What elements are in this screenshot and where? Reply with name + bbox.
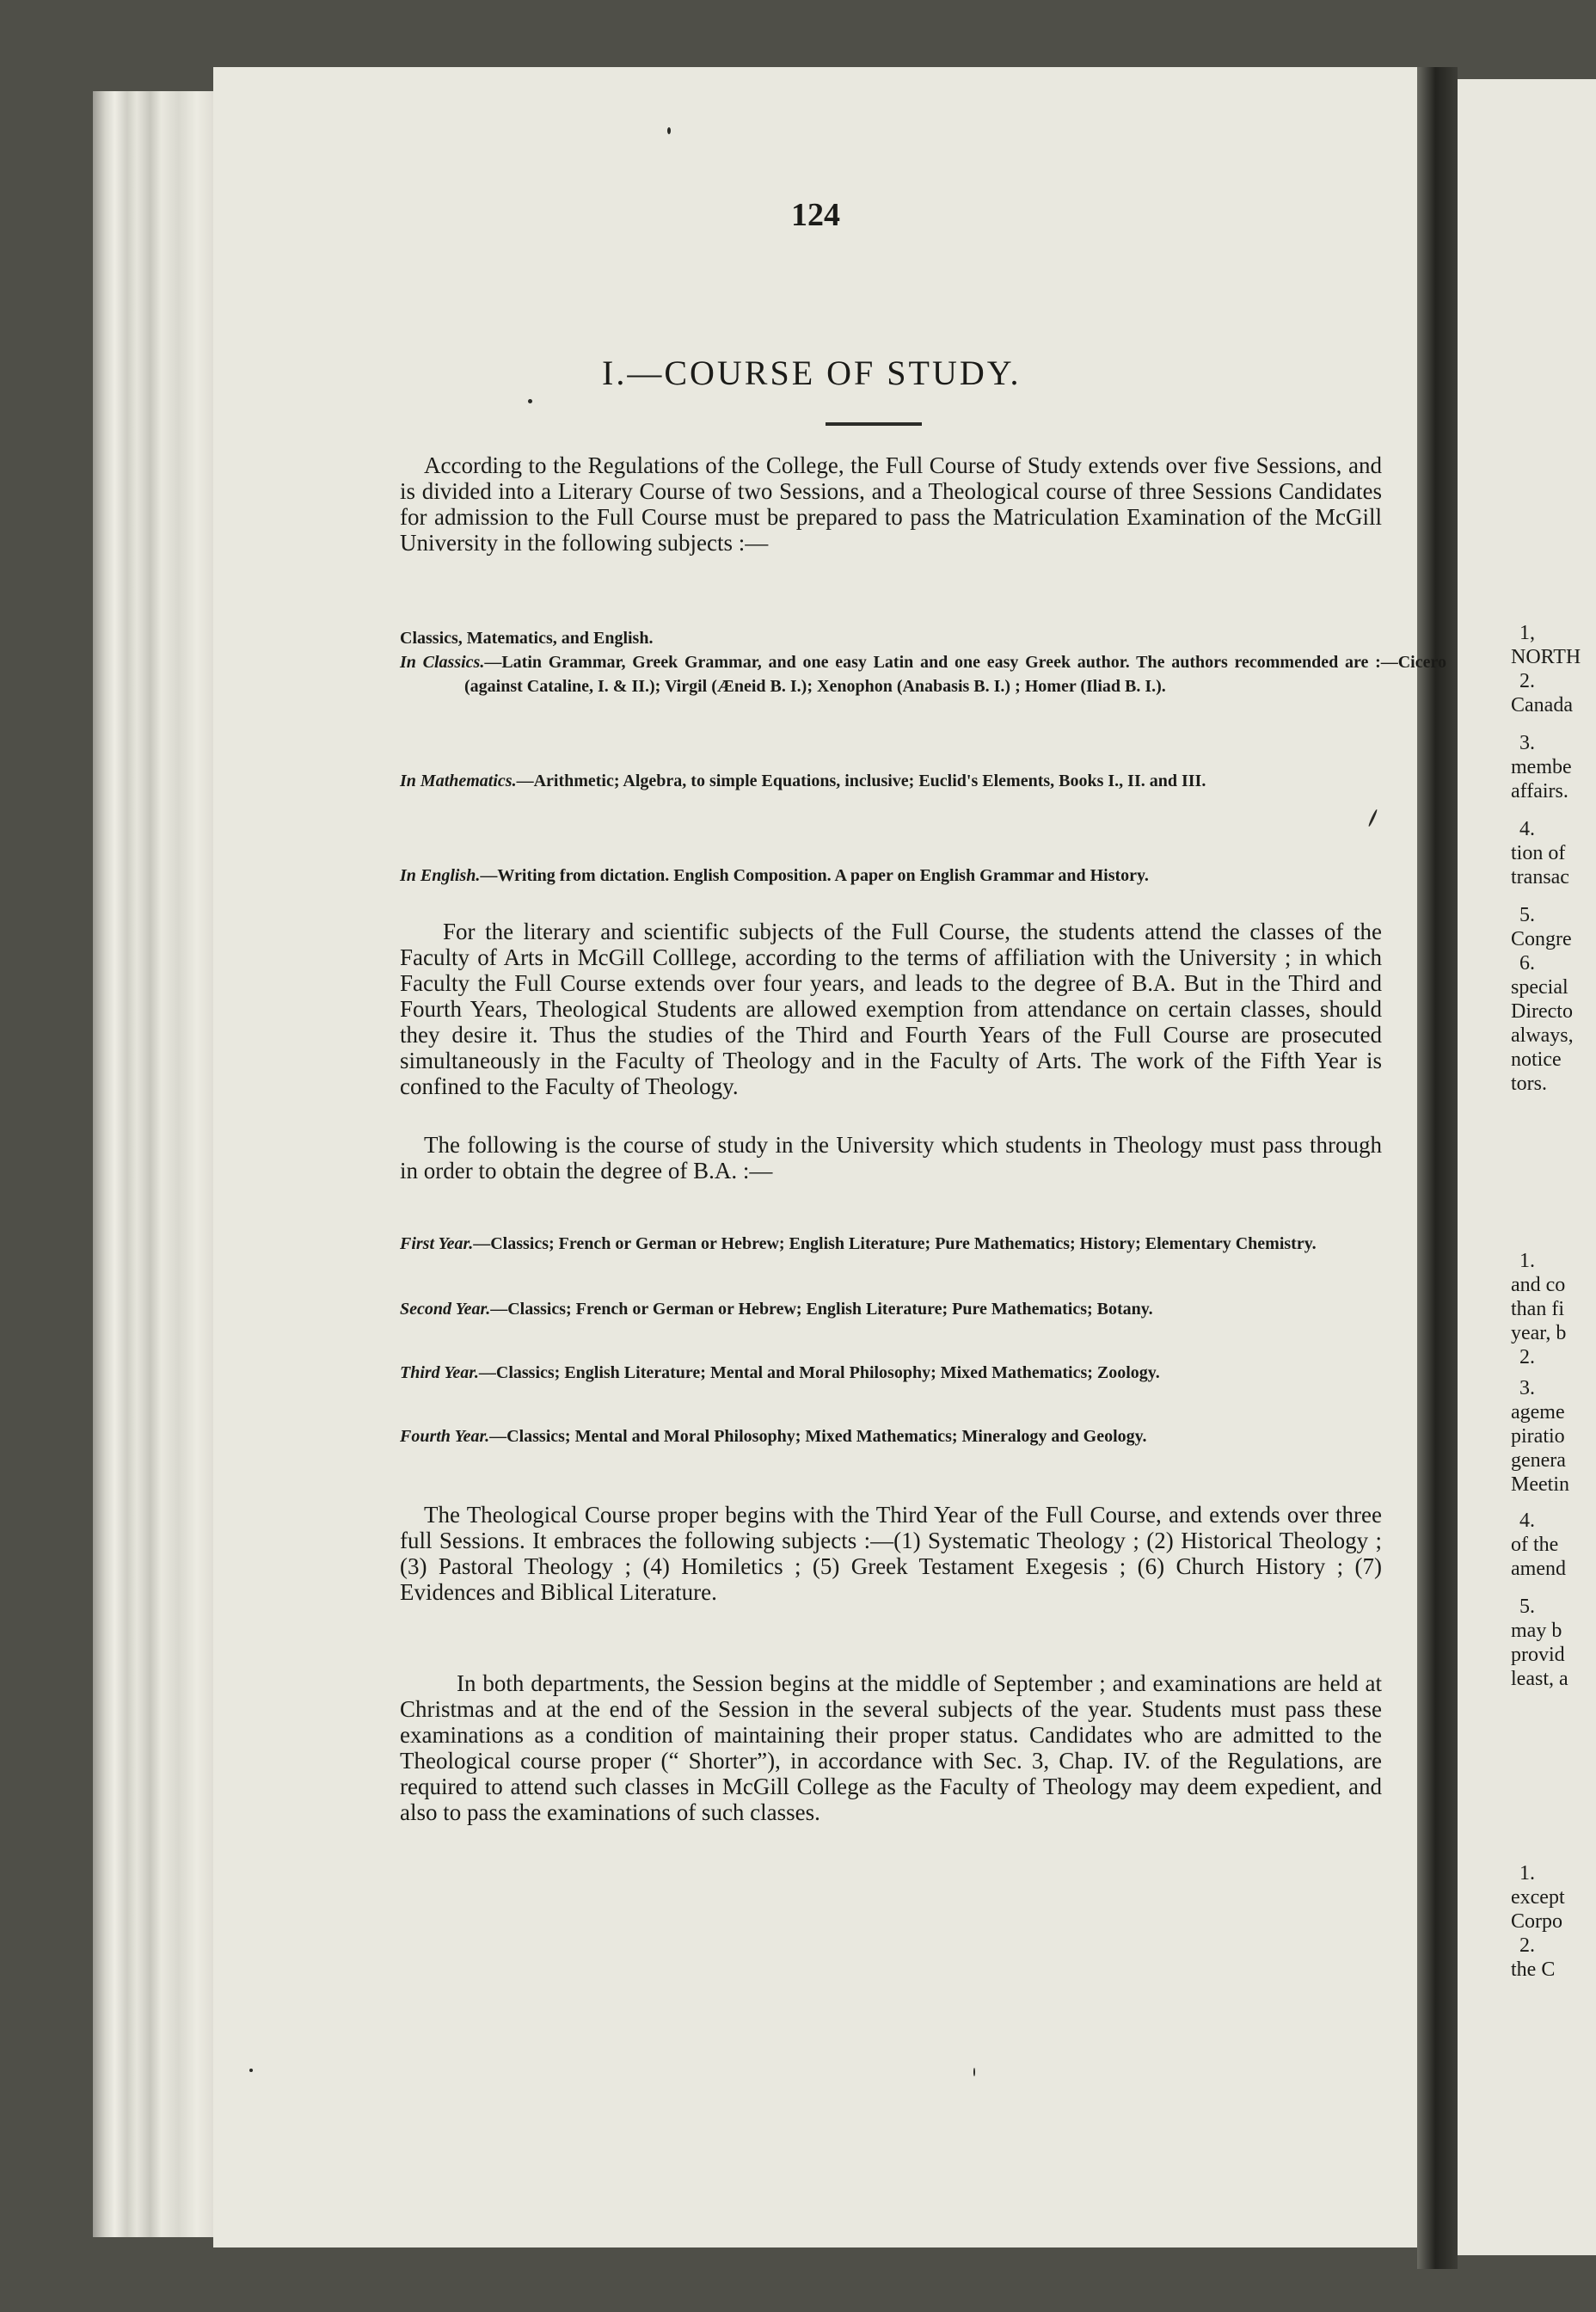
year-subjects: —Classics; French or German or Hebrew; English Literature; Pure Mathematics; History; Elementary Chemistry. — [473, 1234, 1317, 1253]
mathematics-label: In Mathematics. — [400, 772, 517, 790]
facing-line: than fi — [1511, 1298, 1564, 1320]
facing-line: tion of — [1511, 842, 1566, 864]
scan-speck — [667, 127, 671, 134]
english-label: In English. — [400, 866, 481, 885]
scan-speck — [973, 2068, 975, 2076]
facing-line: 1, — [1519, 622, 1535, 644]
facing-line: provid — [1511, 1644, 1565, 1666]
facing-line: except — [1511, 1886, 1565, 1909]
facing-line: special — [1511, 976, 1568, 999]
year-label: Third Year. — [400, 1363, 479, 1382]
year-label: Second Year. — [400, 1300, 491, 1319]
facing-line: transac — [1511, 866, 1569, 889]
page-number: 124 — [791, 197, 840, 233]
literary-paragraph: For the literary and scientific subjects of the Full Course, the students attend the classes of the Faculty of Arts in McGill Colllege, according to the terms of affiliation with the University ; in which Faculty the Full Course extends over four years, and leads to the degree of B.A. But in the Third and Fourth Years, Theological Students are allowed exemption from attendance on certain classes, should they desire it. Thus the studies of the Third and Fourth Years of the Full Course are prosecuted simultaneously in the Faculty of Theology and in the Faculty of Arts. The work of the Fifth Year is confined to the Faculty of Theology. — [400, 919, 1382, 1099]
facing-line: 4. — [1519, 1510, 1535, 1532]
facing-line: 1. — [1519, 1250, 1535, 1272]
facing-line: Congre — [1511, 928, 1572, 950]
year-subjects: —Classics; Mental and Moral Philosophy; Mixed Mathematics; Mineralogy and Geology. — [489, 1427, 1147, 1446]
course-intro-paragraph: The following is the course of study in the University which students in Theology must pass through in order to obtain the degree of B.A. :— — [400, 1132, 1382, 1184]
facing-line: 6. — [1519, 952, 1535, 975]
scan-speck — [528, 399, 532, 403]
mathematics-requirement — [400, 769, 1446, 793]
facing-line: of the — [1511, 1534, 1559, 1556]
theological-paragraph: The Theological Course proper begins with the Third Year of the Full Course, and extends over three full Sessions. It embraces the following subjects :—(1) Systematic Theology ; (2) Historical Theology ; (3) Pastoral Theology ; (4) Homiletics ; (5) Greek Testament Exegesis ; (6) Church History ; (7) Evidences and Biblical Literature. — [400, 1502, 1382, 1605]
facing-line: the C — [1511, 1958, 1556, 1981]
year-subjects: —Classics; English Literature; Mental and Moral Philosophy; Mixed Mathematics; Zoology. — [478, 1363, 1160, 1382]
facing-line: notice — [1511, 1048, 1562, 1071]
page-gutter-edges — [93, 91, 215, 2237]
facing-line: amend — [1511, 1558, 1566, 1580]
year-label: First Year. — [400, 1234, 474, 1253]
facing-line: tors. — [1511, 1073, 1547, 1095]
year-entry-second — [400, 1297, 1446, 1321]
year-entry-third — [400, 1361, 1446, 1385]
classics-requirement — [400, 650, 1446, 698]
facing-line: Canada — [1511, 694, 1573, 716]
facing-line: piratio — [1511, 1425, 1565, 1448]
classics-text: —Latin Grammar, Greek Grammar, and one easy Latin and one easy Greek author. The authors recommended are :—Cicero (against Cataline, I. & II.); Virgil (Æneid B. I.); Xenophon (Anabasis B. I.) ; Homer (Iliad B. I.). — [464, 653, 1446, 696]
english-text: —Writing from dictation. English Composition. A paper on English Grammar and History. — [480, 866, 1149, 885]
facing-line: least, a — [1511, 1668, 1568, 1690]
english-requirement — [400, 864, 1446, 888]
facing-line: 1. — [1519, 1862, 1535, 1885]
year-entry-first — [400, 1232, 1446, 1256]
facing-line: NORTH — [1511, 646, 1581, 668]
facing-line: always, — [1511, 1024, 1574, 1047]
classics-label: In Classics. — [400, 653, 485, 672]
facing-line: 5. — [1519, 1596, 1535, 1618]
facing-line: 4. — [1519, 818, 1535, 840]
facing-line: 2. — [1519, 1346, 1535, 1368]
facing-line: 5. — [1519, 904, 1535, 926]
facing-line: membe — [1511, 756, 1572, 778]
facing-line: Meetin — [1511, 1473, 1569, 1496]
heading-rule — [826, 422, 922, 426]
facing-line: affairs. — [1511, 780, 1568, 802]
book-spine-shadow — [1417, 67, 1458, 2269]
mathematics-text: —Arithmetic; Algebra, to simple Equations, inclusive; Euclid's Elements, Books I., II. and III. — [516, 772, 1206, 790]
facing-line: 2. — [1519, 1934, 1535, 1957]
facing-line: Directo — [1511, 1000, 1573, 1023]
intro-paragraph: According to the Regulations of the College, the Full Course of Study extends over five Sessions, and is divided into a Literary Course of two Sessions, and a Theological course of three Sessions Candidates for admission to the Full Course must be prepared to pass the Matriculation Examination of the McGill University in the following subjects :— — [400, 452, 1382, 556]
matriculation-title: Classics, Matematics, and English. — [400, 629, 654, 648]
facing-line: 3. — [1519, 732, 1535, 754]
year-entry-fourth — [400, 1424, 1446, 1448]
scan-speck — [249, 2069, 253, 2072]
section-heading: I.—COURSE OF STUDY. — [602, 354, 1022, 392]
facing-line: year, b — [1511, 1322, 1567, 1344]
facing-line: ageme — [1511, 1401, 1565, 1423]
facing-line: genera — [1511, 1449, 1566, 1472]
year-subjects: —Classics; French or German or Hebrew; English Literature; Pure Mathematics; Botany. — [490, 1300, 1153, 1319]
facing-page — [1458, 79, 1596, 2255]
facing-line: may b — [1511, 1620, 1562, 1642]
facing-line: 2. — [1519, 670, 1535, 692]
facing-line: and co — [1511, 1274, 1566, 1296]
sessions-paragraph: In both departments, the Session begins at the middle of September ; and examinations are held at Christmas and at the end of the Session in the several subjects of the year. Students must pass these examinations as a condition of maintaining their proper status. Candidates who are admitted to the Theological course proper (“ Shorter”), in accordance with Sec. 3, Chap. IV. of the Regulations, are required to attend such classes in McGill College as the Faculty of Theology may deem expedient, and also to pass the examinations of such classes. — [400, 1670, 1382, 1825]
facing-line: Corpo — [1511, 1910, 1562, 1933]
facing-line: 3. — [1519, 1377, 1535, 1399]
year-label: Fourth Year. — [400, 1427, 490, 1446]
